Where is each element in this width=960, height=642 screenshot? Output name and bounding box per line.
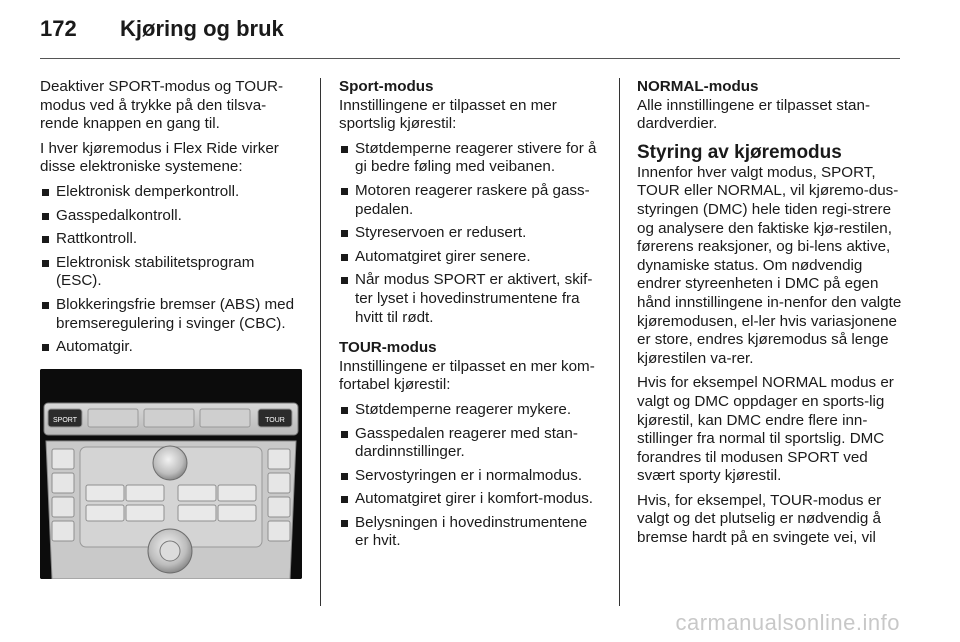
normal-mode-heading: NORMAL-modus xyxy=(637,78,759,95)
list-item: Automatgiret girer senere. xyxy=(339,248,603,267)
tour-button xyxy=(258,409,292,427)
systems-intro: I hver kjøremodus i Flex Ride virker disse elektroniske systemene: xyxy=(40,139,279,176)
section-paragraph: Hvis, for eksempel, TOUR-modus er valgt og det plutselig er nødvendig å bremse hardt på en svingete vei, vil xyxy=(637,491,882,547)
list-item: Elektronisk stabilitetsprogram (ESC). xyxy=(40,254,302,291)
column-divider-1 xyxy=(320,78,321,606)
column-3 xyxy=(637,78,902,554)
normal-mode-description: Alle innstillingene er tilpasset stan-dardverdier. xyxy=(637,96,870,133)
list-item: Automatgir. xyxy=(40,338,302,357)
intro-paragraph: Deaktiver SPORT-modus og TOUR-modus ved å trykke på den tilsva-rende knappen en gang til. xyxy=(40,78,284,133)
sport-mode-heading: Sport-modus xyxy=(339,78,434,95)
list-item: Rattkontroll. xyxy=(40,230,302,249)
list-item: Når modus SPORT er aktivert, skif-ter lyset i hovedinstrumentene fra hvitt til rødt. xyxy=(339,271,603,327)
tour-mode-description: Innstillingene er tilpasset en mer kom-fortabel kjørestil: xyxy=(339,357,595,394)
header-divider xyxy=(40,58,900,59)
page-number: 172 xyxy=(40,16,77,41)
sport-button-label: SPORT xyxy=(53,416,77,424)
list-item: Elektronisk demperkontroll. xyxy=(40,183,302,202)
column-divider-2 xyxy=(619,78,620,606)
list-item: Støtdemperne reagerer stivere for å gi bedre føling med veibanen. xyxy=(339,140,603,177)
section-title: Styring av kjøremodus xyxy=(637,141,842,163)
section-paragraph: Hvis for eksempel NORMAL modus er valgt og DMC oppdager en sports-lig kjørestil, kan DMC endre flere inn-stillinger fra normal til sportslig. DMC forandres til modusen SPORT ved svært sporty kjørestil. xyxy=(637,374,894,485)
chapter-title: Kjøring og bruk xyxy=(120,16,284,41)
list-item: Gasspedalkontroll. xyxy=(40,207,302,226)
sport-button xyxy=(48,409,82,427)
list-item: Styreservoen er redusert. xyxy=(339,224,603,243)
list-item: Automatgiret girer i komfort-modus. xyxy=(339,490,603,509)
tour-mode-heading: TOUR-modus xyxy=(339,339,437,357)
center-console-illustration xyxy=(40,369,302,579)
list-item: Blokkeringsfrie bremser (ABS) med bremseregulering i svinger (CBC). xyxy=(40,296,302,333)
tour-mode-list xyxy=(339,401,603,551)
page-header xyxy=(40,16,284,50)
column-2 xyxy=(339,78,603,557)
list-item: Motoren reagerer raskere på gass-pedalen. xyxy=(339,182,603,219)
sport-mode-description: Innstillingene er tilpasset en mer sportslig kjørestil: xyxy=(339,96,557,133)
list-item: Støtdemperne reagerer mykere. xyxy=(339,401,603,420)
watermark: carmanualsonline.info xyxy=(675,610,900,635)
tour-button-label: TOUR xyxy=(265,416,285,424)
section-paragraph: Innenfor hver valgt modus, SPORT, TOUR eller NORMAL, vil kjøremo-dus-styringen (DMC) hele tiden regi-strere og analysere den faktiske kjø-restilen, førerens reaksjoner, og bi-lens aktive, dynamiske status. Om nødvendig endrer styreenheten i DMC på egen hånd innstillingene in-nenfor den valgte kjøremodusen, el-ler hvis variasjonene er store, endres kjøremodus så lenge kjørestilen va-rer. xyxy=(637,163,902,367)
column-1 xyxy=(40,78,302,579)
sport-mode-list xyxy=(339,140,603,327)
volume-knob xyxy=(153,446,187,480)
list-item: Servostyringen er i normalmodus. xyxy=(339,467,603,486)
console-photo xyxy=(40,369,302,579)
list-item: Gasspedalen reagerer med stan-dardinnstillinger. xyxy=(339,425,603,462)
systems-list xyxy=(40,183,302,357)
list-item: Belysningen i hovedinstrumentene er hvit. xyxy=(339,514,603,551)
